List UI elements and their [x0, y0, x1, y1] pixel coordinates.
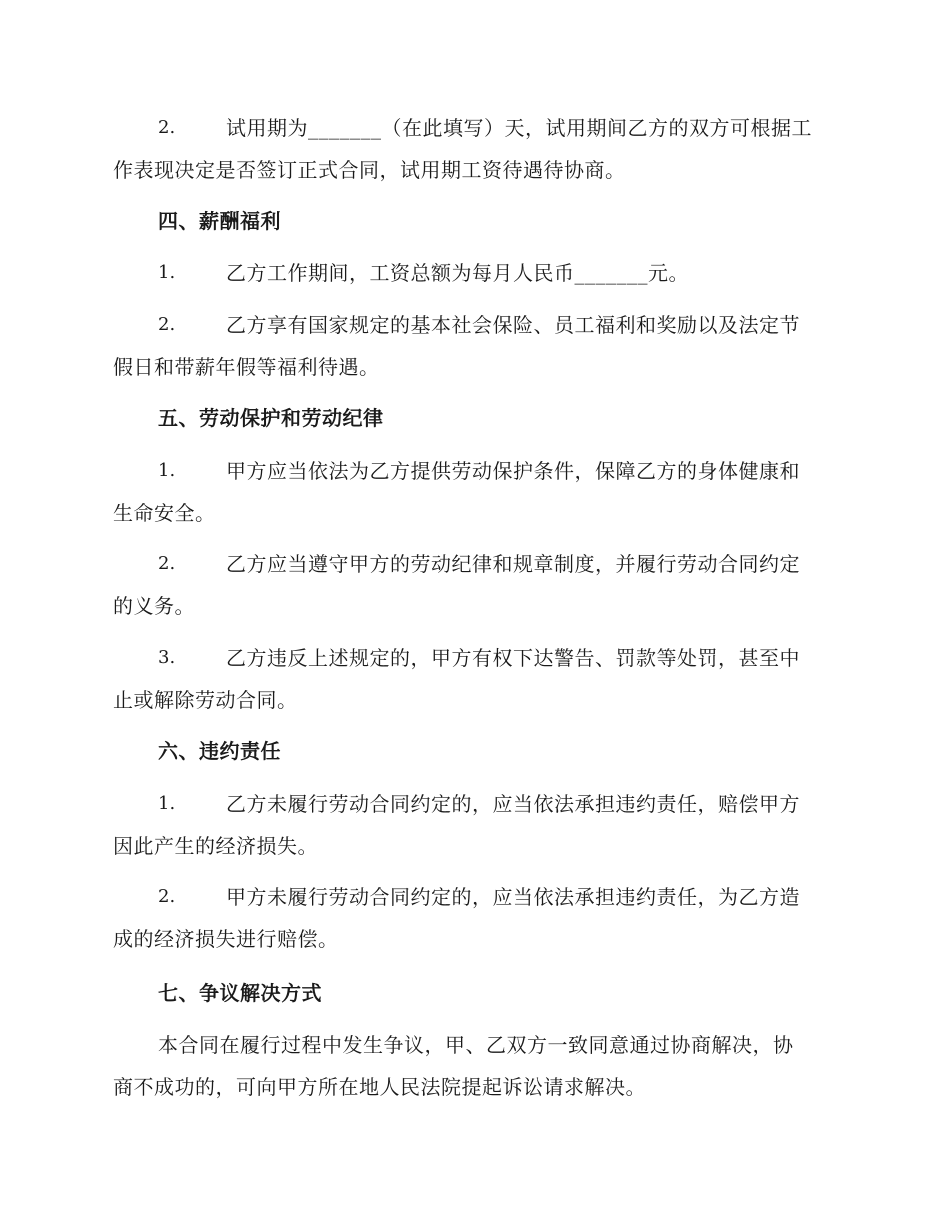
clause-text-line: 假日和带薪年假等福利待遇。 [113, 355, 380, 379]
clause-text-line: 乙方应当遵守甲方的劳动纪律和规章制度，并履行劳动合同约定 [226, 552, 800, 576]
section-heading: 六、违约责任 [158, 739, 281, 763]
clause-number: 1. [158, 793, 176, 814]
clause-text-line: 甲方应当依法为乙方提供劳动保护条件，保障乙方的身体健康和 [226, 459, 800, 483]
clause-number: 1. [158, 460, 176, 481]
clause-text-line: 乙方未履行劳动合同约定的，应当依法承担违约责任，赔偿甲方 [226, 792, 800, 816]
clause-number: 2. [158, 553, 176, 574]
clause-text-line: 因此产生的经济损失。 [113, 834, 318, 858]
clause-number: 2. [158, 886, 176, 907]
clause-text-line: 试用期为_______（在此填写）天，试用期间乙方的双方可根据工 [226, 116, 812, 140]
section-heading: 四、薪酬福利 [158, 209, 281, 233]
clause-number: 2. [158, 314, 176, 335]
clause-text-line: 的义务。 [113, 594, 195, 618]
section-heading: 七、争议解决方式 [158, 981, 322, 1005]
clause-text-line: 乙方享有国家规定的基本社会保险、员工福利和奖励以及法定节 [226, 313, 800, 337]
clause-text-line: 乙方工作期间，工资总额为每月人民币_______元。 [226, 261, 689, 285]
clause-text-line: 乙方违反上述规定的，甲方有权下达警告、罚款等处罚，甚至中 [226, 646, 800, 670]
clause-number: 2. [158, 117, 176, 138]
clause-number: 3. [158, 647, 176, 668]
clause-text-line: 生命安全。 [113, 501, 216, 525]
section-heading: 五、劳动保护和劳动纪律 [158, 406, 384, 430]
clause-text-line: 成的经济损失进行赔偿。 [113, 927, 339, 951]
clause-text-line: 甲方未履行劳动合同约定的，应当依法承担违约责任，为乙方造 [226, 885, 800, 909]
clause-text-line: 止或解除劳动合同。 [113, 688, 298, 712]
paragraph-text-line: 本合同在履行过程中发生争议，甲、乙双方一致同意通过协商解决，协 [158, 1033, 794, 1057]
paragraph-text-line: 商不成功的，可向甲方所在地人民法院提起诉讼请求解决。 [113, 1075, 646, 1099]
clause-number: 1. [158, 262, 176, 283]
clause-text-line: 作表现决定是否签订正式合同，试用期工资待遇待协商。 [113, 158, 626, 182]
